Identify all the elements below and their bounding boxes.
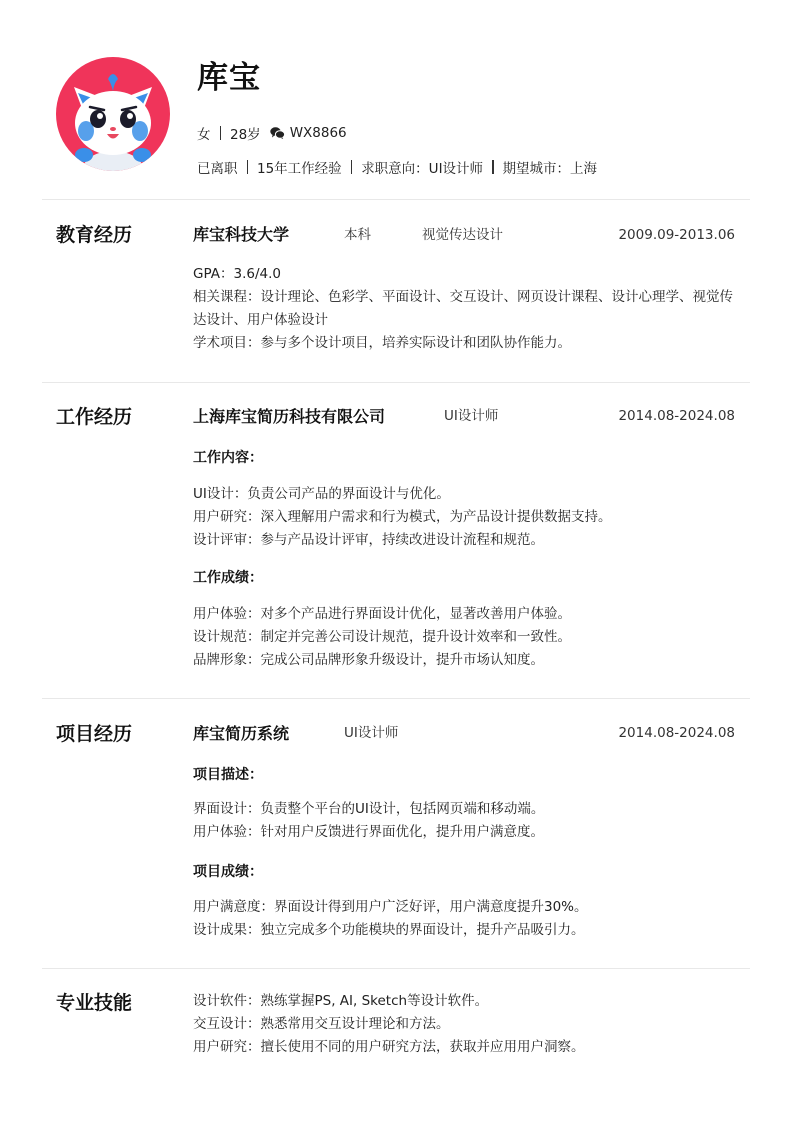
project-role: UI设计师 bbox=[344, 725, 399, 741]
list-item: 交互设计：熟悉常用交互设计理论和方法。 bbox=[193, 1016, 450, 1032]
education-section-title: 教育经历 bbox=[56, 224, 133, 246]
list-item: 用户体验：对多个产品进行界面设计优化，显著改善用户体验。 bbox=[193, 606, 571, 622]
courses: 相关课程：设计理论、色彩学、平面设计、交互设计、网页设计课程、设计心理学、视觉传达设计、用户体验设计 bbox=[193, 289, 733, 328]
wechat-id: WX8866 bbox=[289, 125, 347, 141]
list-item: 品牌形象：完成公司品牌形象升级设计，提升市场认知度。 bbox=[193, 652, 544, 668]
work-date: 2014.08-2024.08 bbox=[618, 408, 735, 424]
candidate-name: 库宝 bbox=[197, 60, 261, 96]
project-name: 库宝简历系统 bbox=[193, 724, 290, 743]
basic-info-row bbox=[197, 123, 347, 143]
degree: 本科 bbox=[344, 227, 371, 243]
work-achievements-heading: 工作成绩： bbox=[193, 570, 263, 586]
list-item: 设计成果：独立完成多个功能模块的界面设计，提升产品吸引力。 bbox=[193, 922, 585, 938]
separator bbox=[351, 160, 353, 174]
education-date: 2009.09-2013.06 bbox=[618, 227, 735, 243]
job-info-row bbox=[197, 157, 597, 177]
company-name: 上海库宝简历科技有限公司 bbox=[193, 407, 386, 426]
skills-section-title: 专业技能 bbox=[56, 992, 133, 1014]
list-item: 设计评审：参与产品设计评审，持续改进设计流程和规范。 bbox=[193, 532, 544, 548]
project-results-list bbox=[193, 896, 738, 942]
list-item: 界面设计：负责整个平台的UI设计，包括网页端和移动端。 bbox=[193, 801, 545, 817]
experience-years: 15年工作经验 bbox=[257, 161, 342, 177]
project-desc-list bbox=[193, 798, 738, 844]
work-achievements-list bbox=[193, 603, 738, 672]
work-section-title: 工作经历 bbox=[56, 406, 133, 428]
school-name: 库宝科技大学 bbox=[193, 225, 290, 244]
list-item: 设计软件：熟练掌握PS, AI, Sketch等设计软件。 bbox=[193, 993, 489, 1009]
work-content-list bbox=[193, 483, 738, 552]
expected-city: 期望城市：上海 bbox=[502, 161, 598, 177]
skills-list bbox=[193, 990, 738, 1059]
project-section-title: 项目经历 bbox=[56, 723, 133, 745]
separator bbox=[492, 160, 494, 174]
gender: 女 bbox=[197, 127, 211, 143]
section-divider bbox=[42, 698, 750, 699]
section-divider bbox=[42, 382, 750, 383]
work-content-heading: 工作内容： bbox=[193, 450, 263, 466]
wechat-icon bbox=[270, 127, 285, 139]
work-position: UI设计师 bbox=[444, 408, 499, 424]
separator bbox=[247, 160, 249, 174]
section-divider bbox=[42, 199, 750, 200]
list-item: UI设计：负责公司产品的界面设计与优化。 bbox=[193, 486, 450, 502]
project-results-heading: 项目成绩： bbox=[193, 864, 263, 880]
list-item: 设计规范：制定并完善公司设计规范，提升设计效率和一致性。 bbox=[193, 629, 571, 645]
education-details bbox=[193, 263, 738, 355]
avatar bbox=[56, 57, 170, 171]
list-item: 用户体验：针对用户反馈进行界面优化，提升用户满意度。 bbox=[193, 824, 544, 840]
list-item: 用户研究：深入理解用户需求和行为模式，为产品设计提供数据支持。 bbox=[193, 509, 612, 525]
major: 视觉传达设计 bbox=[422, 227, 503, 243]
project-date: 2014.08-2024.08 bbox=[618, 725, 735, 741]
project-desc-heading: 项目描述： bbox=[193, 767, 263, 783]
gpa: GPA：3.6/4.0 bbox=[193, 266, 281, 282]
list-item: 用户满意度：界面设计得到用户广泛好评，用户满意度提升30%。 bbox=[193, 899, 588, 915]
list-item: 用户研究：擅长使用不同的用户研究方法，获取并应用用户洞察。 bbox=[193, 1039, 585, 1055]
age: 28岁 bbox=[230, 127, 261, 143]
section-divider bbox=[42, 968, 750, 969]
job-intention: 求职意向：UI设计师 bbox=[361, 161, 484, 177]
academic-projects: 学术项目：参与多个设计项目，培养实际设计和团队协作能力。 bbox=[193, 335, 571, 351]
employment-status: 已离职 bbox=[197, 161, 238, 177]
separator bbox=[220, 126, 222, 140]
